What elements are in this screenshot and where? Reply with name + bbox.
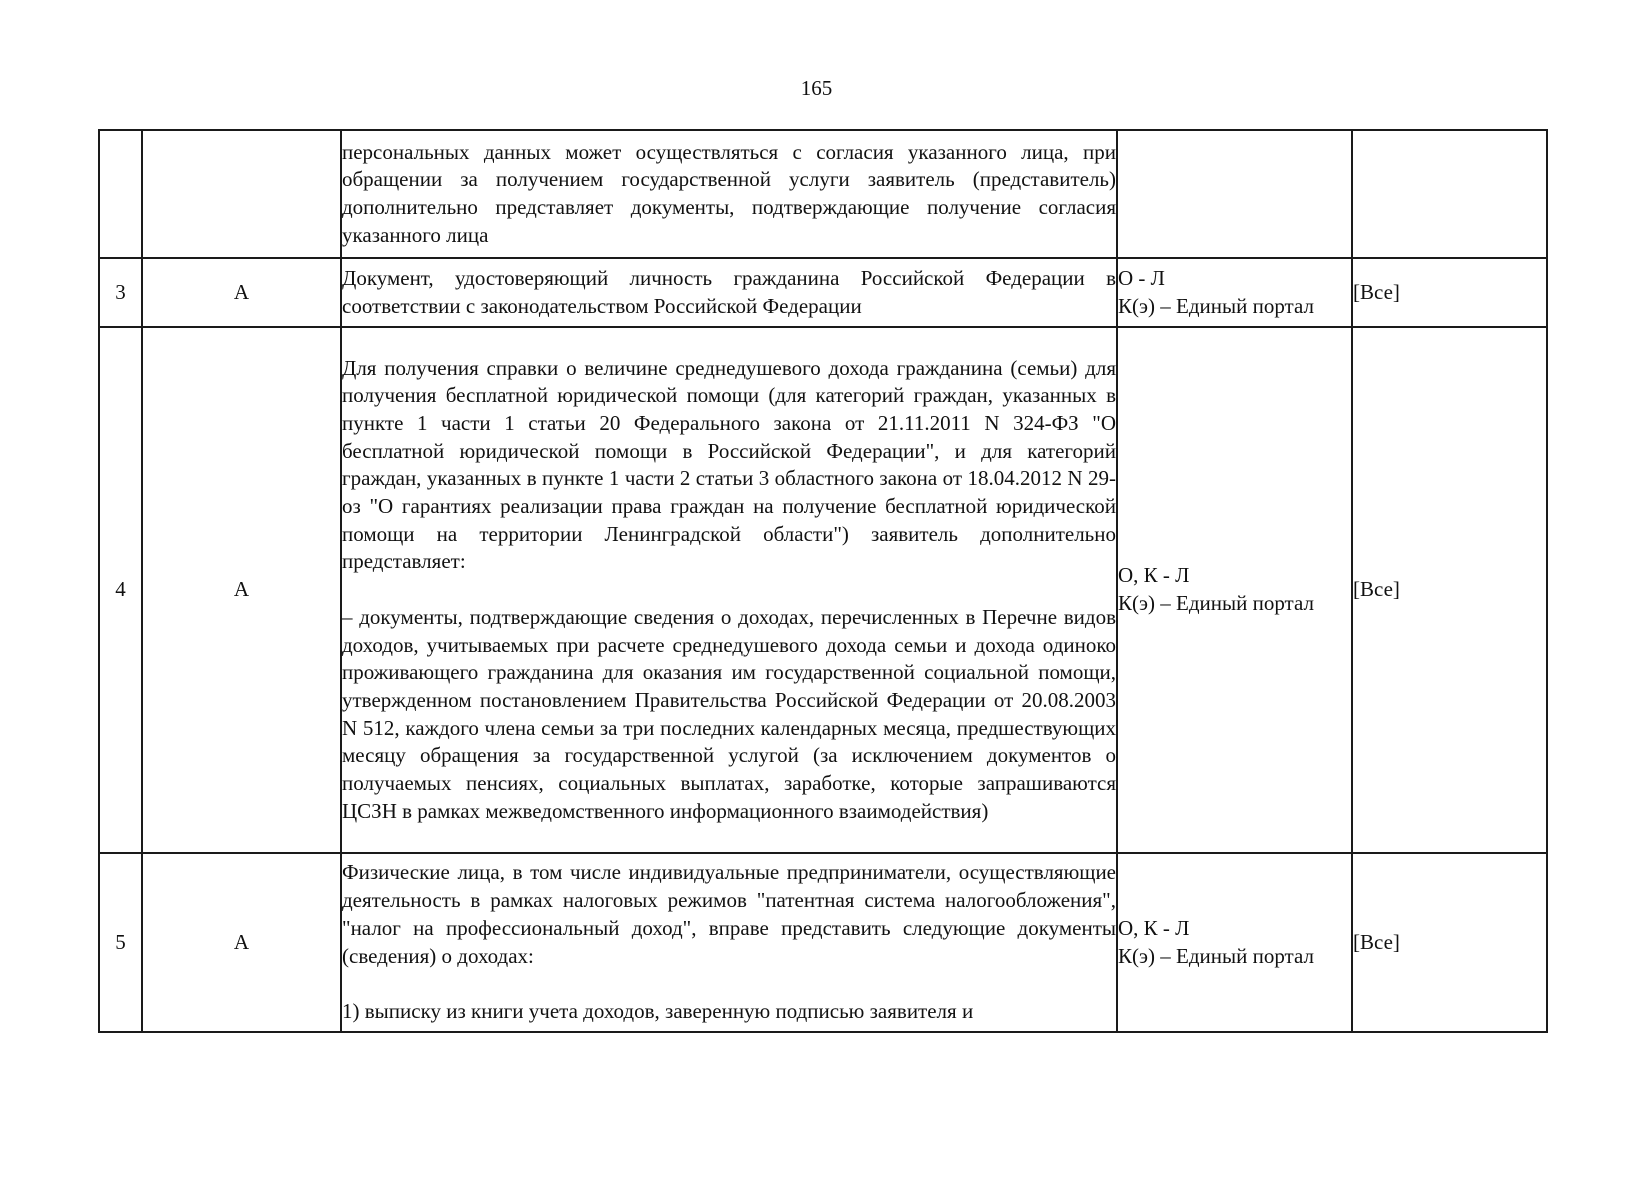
row-source-cell — [1117, 853, 1352, 1032]
source-line: О - Л — [1118, 265, 1165, 290]
documents-table — [98, 129, 1548, 1033]
row-applicability-cell: [Все] — [1352, 327, 1547, 853]
row-number-cell — [99, 130, 142, 258]
row-source-cell — [1117, 327, 1352, 853]
source-line: К(э) – Единый портал — [1118, 591, 1314, 615]
row-applicability-cell: [Все] — [1352, 258, 1547, 327]
row-description-cell — [341, 258, 1117, 327]
table-row — [99, 853, 1547, 1032]
row-description-cell — [341, 327, 1117, 853]
page-number: 165 — [800, 76, 833, 100]
description-paragraph: Документ, удостоверяющий личность гражданина Российской Федерации в соответствии с законодательством Российской Федерации — [342, 265, 1116, 318]
description-paragraph: 1) выписку из книги учета доходов, заверенную подписью заявителя и — [342, 998, 974, 1023]
paragraph-gap — [342, 970, 1116, 998]
row-category-cell: А — [142, 258, 341, 327]
table-row — [99, 258, 1547, 327]
table-row — [99, 327, 1547, 853]
description-paragraph: Для получения справки о величине среднедушевого дохода гражданина (семьи) для получения бесплатной юридической помощи (для категорий граждан, указанных в пункте 1 части 1 статьи 20 Федерального закона от 21.11.2011 N 324-ФЗ "О бесплатной юридической помощи в Российской Федерации", и для категорий граждан, указанных в пункте 1 части 2 статьи 3 областного закона от 18.04.2012 N 29-оз "О гарантиях реализации права граждан на получение бесплатной юридической помощи на территории Ленинградской области") заявитель дополнительно представляет: — [342, 355, 1116, 574]
source-line: О, К - Л — [1118, 563, 1190, 588]
description-paragraph: Физические лица, в том числе индивидуальные предприниматели, осуществляющие деятельность в рамках налоговых режимов "патентная система налогообложения", "налог на профессиональный доход", вправе представить следующие документы (сведения) о доходах: — [342, 860, 1116, 968]
row-applicability-cell: [Все] — [1352, 853, 1547, 1032]
row-category-cell: А — [142, 327, 341, 853]
row-applicability-cell — [1352, 130, 1547, 258]
source-line: О, К - Л — [1118, 915, 1190, 940]
table-row — [99, 130, 1547, 258]
source-line: К(э) – Единый портал — [1118, 293, 1314, 318]
row-number-cell: 3 — [99, 258, 142, 327]
source-line: К(э) – Единый портал — [1118, 943, 1314, 968]
row-number-cell: 4 — [99, 327, 142, 853]
row-source-cell — [1117, 258, 1352, 327]
paragraph-gap — [342, 576, 1116, 604]
row-category-cell: А — [142, 853, 341, 1032]
description-paragraph: персональных данных может осуществляться с согласия указанного лица, при обращении за получением государственной услуги заявитель (представитель) дополнительно представляет документы, подтверждающие получение согласия указанного лица — [342, 139, 1116, 247]
row-description-cell — [341, 130, 1117, 258]
row-number-cell: 5 — [99, 853, 142, 1032]
row-source-cell — [1117, 130, 1352, 258]
row-category-cell — [142, 130, 341, 258]
description-paragraph: – документы, подтверждающие сведения о доходах, перечисленных в Перечне видов доходов, учитываемых при расчете среднедушевого дохода семьи и дохода одиноко проживающего гражданина для оказания им государственной социальной помощи, утвержденном постановлением Правительства Российской Федерации от 20.08.2003 N 512, каждого члена семьи за три последних календарных месяца, предшествующих месяцу обращения за государственной услугой (за исключением документов о получаемых пенсиях, социальных выплатах, заработке, которые запрашиваются ЦСЗН в рамках межведомственного информационного взаимодействия) — [342, 604, 1116, 823]
row-description-cell — [341, 853, 1117, 1032]
